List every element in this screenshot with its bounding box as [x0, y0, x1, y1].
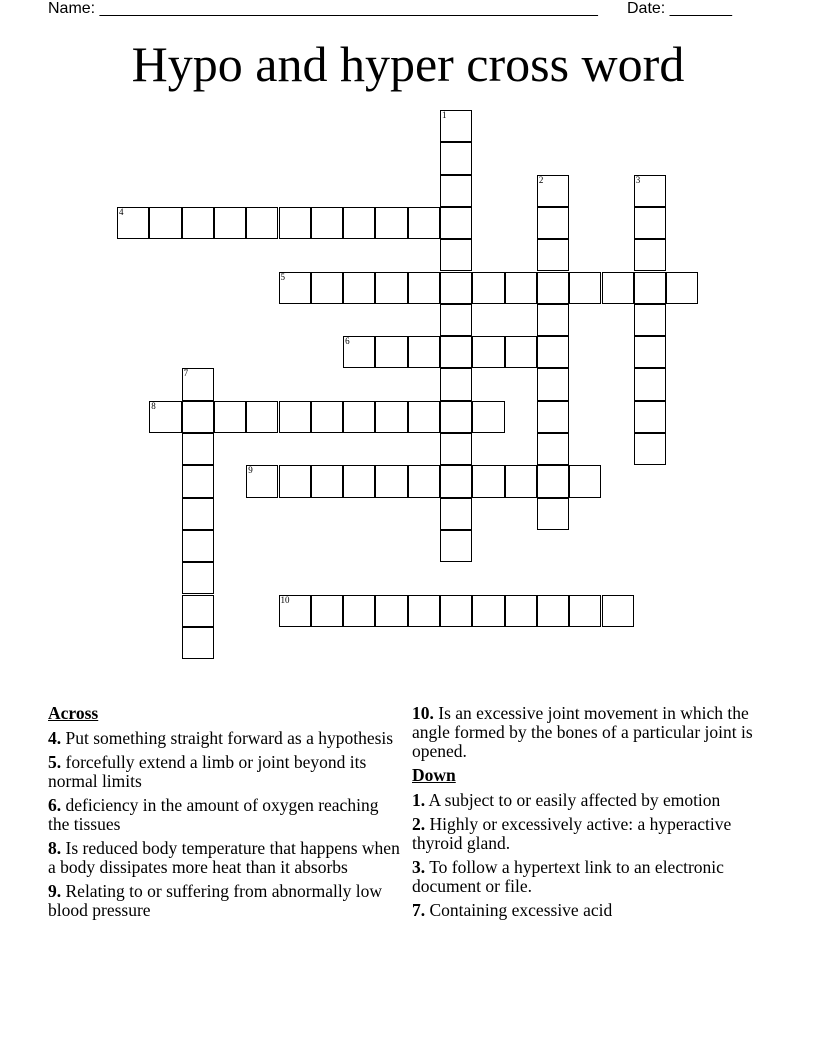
grid-cell[interactable]: [182, 627, 214, 659]
grid-cell[interactable]: [408, 336, 440, 368]
grid-cell[interactable]: [375, 401, 407, 433]
grid-cell[interactable]: [634, 239, 666, 271]
grid-cell[interactable]: [440, 595, 472, 627]
grid-cell[interactable]: [408, 207, 440, 239]
grid-cell[interactable]: [279, 465, 311, 497]
clue-number-label: 3: [635, 174, 641, 185]
grid-cell[interactable]: [440, 175, 472, 207]
grid-cell[interactable]: [214, 207, 246, 239]
grid-cell[interactable]: [472, 336, 504, 368]
clue-number-label: 6: [345, 336, 350, 347]
grid-cell[interactable]: [505, 595, 537, 627]
grid-cell[interactable]: [246, 401, 278, 433]
grid-cell[interactable]: [343, 336, 375, 368]
grid-cell[interactable]: [634, 272, 666, 304]
across-clue-4: 4. Put something straight forward as a hypothesis: [48, 728, 394, 748]
grid-cell[interactable]: [246, 207, 278, 239]
grid-cell[interactable]: [537, 336, 569, 368]
clue-number-label: 2: [538, 174, 544, 185]
grid-cell[interactable]: [408, 401, 440, 433]
grid-cell[interactable]: [375, 272, 407, 304]
clue-number-label: 5: [280, 271, 285, 282]
grid-cell[interactable]: [375, 336, 407, 368]
grid-cell[interactable]: [537, 368, 569, 400]
grid-cell[interactable]: [634, 175, 666, 207]
grid-cell[interactable]: [505, 272, 537, 304]
clue-number-label: 8: [151, 400, 156, 411]
grid-cell[interactable]: [182, 433, 214, 465]
grid-cell[interactable]: [569, 272, 601, 304]
across-clue-10: 10. Is an excessive joint movement in which the angle formed by the bones of a particular joint is opened.: [412, 703, 753, 761]
grid-cell[interactable]: [408, 465, 440, 497]
grid-cell[interactable]: [537, 433, 569, 465]
grid-cell[interactable]: [634, 368, 666, 400]
grid-cell[interactable]: [537, 239, 569, 271]
grid-cell[interactable]: [440, 433, 472, 465]
date-field-label: Date: _______: [627, 0, 732, 17]
grid-cell[interactable]: [537, 207, 569, 239]
down-clue-7: 7. Containing excessive acid: [412, 900, 613, 920]
grid-cell[interactable]: [311, 595, 343, 627]
grid-cell[interactable]: [634, 401, 666, 433]
name-field-label: Name: ________________________________________________________: [48, 0, 598, 17]
grid-cell[interactable]: [375, 595, 407, 627]
grid-cell[interactable]: [472, 401, 504, 433]
grid-cell[interactable]: [537, 498, 569, 530]
grid-cell[interactable]: [408, 272, 440, 304]
grid-cell[interactable]: [311, 207, 343, 239]
grid-cell[interactable]: [634, 304, 666, 336]
grid-cell[interactable]: [440, 142, 472, 174]
page-title: Hypo and hyper cross word: [131, 36, 685, 92]
grid-cell[interactable]: [666, 272, 698, 304]
grid-cell[interactable]: [440, 530, 472, 562]
clue-number-label: 1: [442, 110, 447, 120]
grid-cell[interactable]: [311, 465, 343, 497]
grid-cell[interactable]: [182, 498, 214, 530]
grid-cell[interactable]: [505, 465, 537, 497]
grid-cell[interactable]: [149, 207, 181, 239]
grid-cell[interactable]: [472, 272, 504, 304]
grid-cell[interactable]: [634, 336, 666, 368]
grid-cell[interactable]: [440, 110, 472, 142]
grid-cell[interactable]: [182, 562, 214, 594]
grid-cell[interactable]: [343, 272, 375, 304]
grid-cell[interactable]: [182, 368, 214, 400]
grid-cell[interactable]: [537, 595, 569, 627]
grid-cell[interactable]: [537, 175, 569, 207]
down-clue-1: 1. A subject to or easily affected by emotion: [412, 790, 721, 810]
grid-cell[interactable]: [343, 595, 375, 627]
grid-cell[interactable]: [214, 401, 246, 433]
clues-left-column: [48, 704, 400, 925]
down-heading: Down: [412, 765, 456, 785]
grid-cell[interactable]: [182, 530, 214, 562]
down-clue-3: 3. To follow a hypertext link to an electronic document or file.: [412, 857, 724, 896]
grid-cell[interactable]: [279, 207, 311, 239]
grid-cell[interactable]: [537, 304, 569, 336]
grid-cell[interactable]: [634, 433, 666, 465]
grid-cell[interactable]: [408, 595, 440, 627]
across-heading: Across: [48, 703, 99, 723]
grid-cell[interactable]: [375, 465, 407, 497]
grid-cell[interactable]: [537, 465, 569, 497]
clue-number-label: 4: [119, 206, 124, 217]
grid-cell[interactable]: [505, 336, 537, 368]
grid-cell[interactable]: [311, 272, 343, 304]
grid-cell[interactable]: [440, 239, 472, 271]
grid-cell[interactable]: [182, 401, 214, 433]
grid-cell[interactable]: [569, 595, 601, 627]
grid-cell[interactable]: [117, 207, 149, 239]
grid-cell[interactable]: [634, 207, 666, 239]
grid-cell[interactable]: [279, 595, 311, 627]
clue-number-label: 7: [183, 368, 189, 379]
grid-cell[interactable]: [182, 595, 214, 627]
grid-cell[interactable]: [440, 207, 472, 239]
grid-cell[interactable]: [472, 595, 504, 627]
grid-cell[interactable]: [375, 207, 407, 239]
grid-cell[interactable]: [440, 304, 472, 336]
across-clue-5: 5. forcefully extend a limb or joint beyond its normal limits: [48, 752, 367, 791]
clue-number-label: 10: [280, 594, 290, 605]
grid-cell[interactable]: [149, 401, 181, 433]
clues-right-column: [412, 704, 762, 925]
grid-cell[interactable]: [182, 465, 214, 497]
clue-number-label: 9: [248, 465, 253, 476]
across-clue-9: 9. Relating to or suffering from abnormally low blood pressure: [48, 881, 383, 920]
grid-cell[interactable]: [537, 401, 569, 433]
grid-cell[interactable]: [343, 465, 375, 497]
grid-cell[interactable]: [343, 401, 375, 433]
grid-cell[interactable]: [440, 465, 472, 497]
grid-cell[interactable]: [537, 272, 569, 304]
grid-cell[interactable]: [472, 465, 504, 497]
grid-cell[interactable]: [440, 272, 472, 304]
grid-cell[interactable]: [440, 336, 472, 368]
grid-cell[interactable]: [182, 207, 214, 239]
grid-cell[interactable]: [440, 498, 472, 530]
grid-cell[interactable]: [602, 595, 634, 627]
grid-cell[interactable]: [246, 465, 278, 497]
grid-cell[interactable]: [343, 207, 375, 239]
grid-cell[interactable]: [440, 401, 472, 433]
grid-cell[interactable]: [279, 272, 311, 304]
grid-cell[interactable]: [440, 368, 472, 400]
grid-cell[interactable]: [311, 401, 343, 433]
grid-cell[interactable]: [602, 272, 634, 304]
grid-cell[interactable]: [279, 401, 311, 433]
across-clue-8: 8. Is reduced body temperature that happens when a body dissipates more heat than it absorbs: [48, 838, 400, 877]
down-clue-2: 2. Highly or excessively active: a hyperactive thyroid gland.: [412, 814, 732, 853]
across-clue-6: 6. deficiency in the amount of oxygen reaching the tissues: [48, 795, 379, 834]
grid-cell[interactable]: [569, 465, 601, 497]
